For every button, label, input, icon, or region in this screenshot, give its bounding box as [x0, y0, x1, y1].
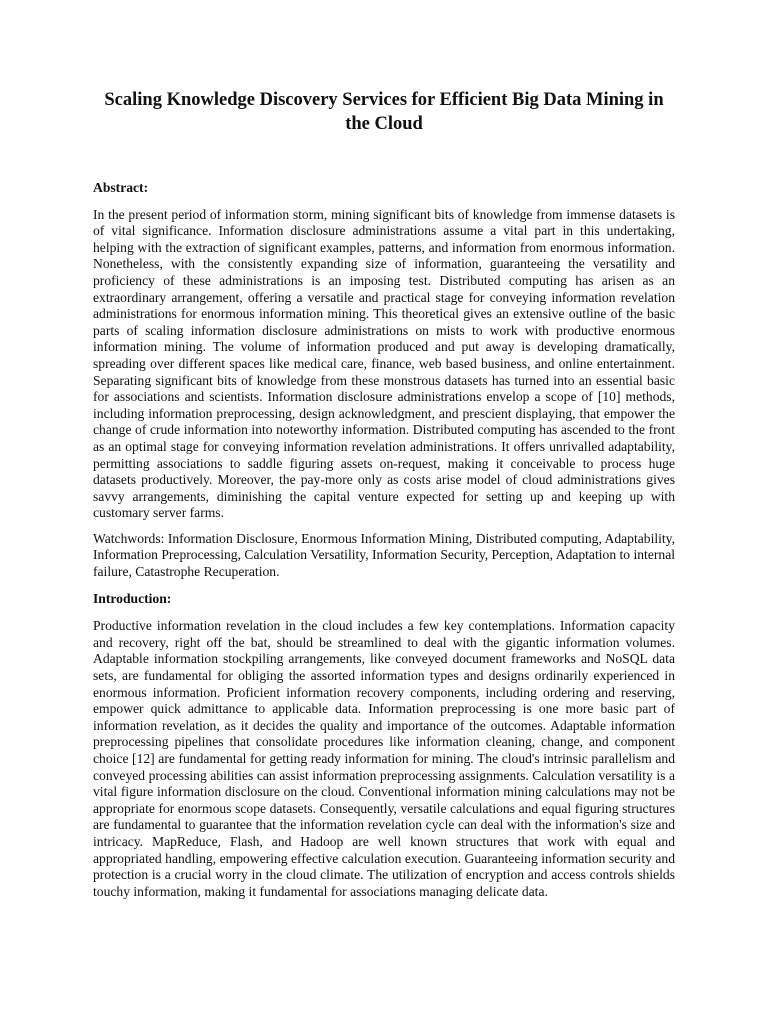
introduction-body: Productive information revelation in the cloud includes a few key contemplations. Information capacity and recovery, right off the bat, should be streamlined to deal with the gigantic information volumes. Adaptable information stockpiling arrangements, like conveyed document frameworks and NoSQL data sets, are fundamental for obliging the assorted information types and designs ordinarily experienced in enormous information. Proficient information recovery components, including ordering and reserving, empower quick admittance to applicable data. Information preprocessing is one more basic part of information revelation, as it decides the quality and importance of the outcomes. Adaptable information preprocessing pipelines that consolidate procedures like information cleaning, change, and component choice [12] are fundamental for getting ready information for mining. The cloud's intrinsic parallelism and conveyed processing abilities can assist information preprocessing assignments. Calculation versatility is a vital figure information disclosure on the cloud. Conventional information mining calculations may not be appropriate for enormous scope datasets. Consequently, versatile calculations and equal figuring structures are fundamental to guarantee that the information revelation cycle can deal with the information's size and intricacy. MapReduce, Flash, and Hadoop are well known structures that work with equal and appropriated handling, empowering effective calculation execution. Guaranteeing information security and protection is a crucial worry in the cloud climate. The utilization of encryption and access controls shields touchy information, making it fundamental for associations managing delicate data. [93, 618, 675, 899]
abstract-heading: Abstract: [93, 180, 149, 195]
abstract-body: In the present period of information storm, mining significant bits of knowledge from immense datasets is of vital significance. Information disclosure administrations assume a vital part in this undertaking, helping with the extraction of significant examples, patterns, and information from enormous information. Nonetheless, with the consistently expanding size of information, guaranteeing the versatility and proficiency of these administrations is an imposing test. Distributed computing has arisen as an extraordinary arrangement, offering a versatile and practical stage for conveying information revelation administrations for enormous information mining. This theoretical gives an extensive outline of the basic parts of scaling information disclosure administrations on mists to work with productive enormous information mining. The volume of information produced and put away is developing dramatically, spreading over different spaces like medical care, finance, web based business, and online entertainment. Separating significant bits of knowledge from these monstrous datasets has turned into an essential basic for associations and scientists. Information disclosure administrations envelop a scope of [10] methods, including information preprocessing, design acknowledgment, and prescient displaying, that empower the change of crude information into noteworthy information. Distributed computing has ascended to the front as an optimal stage for conveying information revelation administrations. It offers unrivalled adaptability, permitting associations to saddle figuring assets on-request, making it conceivable to process huge datasets productively. Moreover, the pay-more only as costs arise model of cloud administrations gives savvy arrangements, diminishing the capital venture expected for setting up and keeping up with customary server farms. [93, 206, 675, 521]
introduction-heading: Introduction: [93, 590, 172, 606]
keywords-paragraph: Watchwords: Information Disclosure, Enormous Information Mining, Distributed computing, Adaptability, Information Preprocessing, Calculation Versatility, Information Security, Perception, Adaptation to internal failure, Catastrophe Recuperation. [93, 530, 676, 580]
paper-title: Scaling Knowledge Discovery Services for Efficient Big Data Mining in the Cloud [104, 90, 664, 134]
